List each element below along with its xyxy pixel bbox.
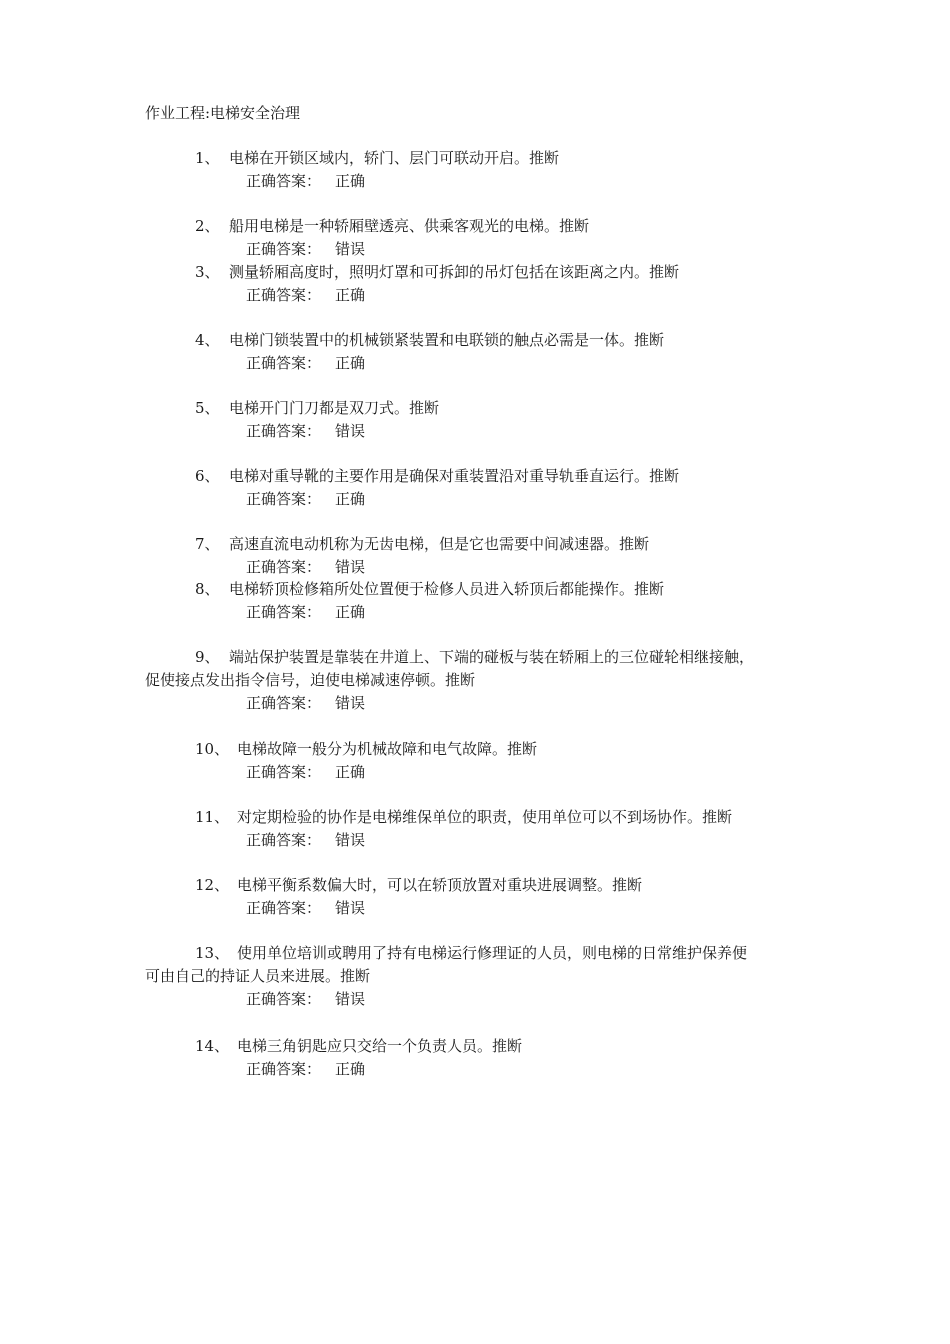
answer-label: 正确答案： bbox=[246, 240, 322, 258]
answer-value: 正确 bbox=[335, 286, 366, 304]
question-number: 3、 bbox=[195, 263, 220, 281]
answer-label: 正确答案： bbox=[246, 899, 322, 917]
answer-label: 正确答案： bbox=[246, 990, 322, 1008]
question-number: 4、 bbox=[195, 331, 220, 349]
question-text: 船用电梯是一种轿厢壁透亮、供乘客观光的电梯。推断 bbox=[229, 217, 590, 235]
answer-line bbox=[145, 352, 815, 375]
question-item bbox=[145, 874, 815, 920]
answer-line bbox=[145, 692, 815, 715]
question-number: 1、 bbox=[195, 149, 220, 167]
question-number: 5、 bbox=[195, 399, 220, 417]
question-text: 高速直流电动机称为无齿电梯，但是它也需要中间减速器。推断 bbox=[229, 535, 650, 553]
answer-value: 正确 bbox=[335, 1060, 366, 1078]
answer-label: 正确答案： bbox=[246, 1060, 322, 1078]
question-number: 14、 bbox=[195, 1037, 230, 1055]
question-item bbox=[145, 147, 815, 193]
answer-line bbox=[145, 1058, 815, 1081]
answer-value: 错误 bbox=[335, 558, 366, 576]
answer-value: 正确 bbox=[335, 354, 366, 372]
question-text: 电梯故障一般分为机械故障和电气故障。推断 bbox=[237, 740, 538, 758]
question-item bbox=[145, 942, 815, 1011]
answer-line bbox=[145, 829, 815, 852]
question-text-line1: 使用单位培训或聘用了持有电梯运行修理证的人员，则电梯的日常维护保养便 bbox=[237, 944, 748, 962]
question-text-line1: 端站保护装置是靠装在井道上、下端的碰板与装在轿厢上的三位碰轮相继接触， bbox=[229, 648, 755, 666]
question-text: 电梯对重导靴的主要作用是确保对重装置沿对重导轨垂直运行。推断 bbox=[229, 467, 680, 485]
question-text: 电梯开门门刀都是双刀式。推断 bbox=[229, 399, 440, 417]
question-text: 对定期检验的协作是电梯维保单位的职责，使用单位可以不到场协作。推断 bbox=[237, 808, 733, 826]
answer-value: 错误 bbox=[335, 990, 366, 1008]
answer-label: 正确答案： bbox=[246, 490, 322, 508]
answer-value: 正确 bbox=[335, 603, 366, 621]
answer-value: 错误 bbox=[335, 899, 366, 917]
answer-value: 错误 bbox=[335, 694, 366, 712]
question-item bbox=[145, 1035, 815, 1081]
answer-value: 错误 bbox=[335, 240, 366, 258]
question-number: 12、 bbox=[195, 876, 230, 894]
answer-line bbox=[145, 988, 815, 1011]
document-title: 作业工程:电梯安全治理 bbox=[145, 104, 301, 122]
question-item bbox=[145, 738, 815, 784]
question-text: 电梯三角钥匙应只交给一个负责人员。推断 bbox=[237, 1037, 523, 1055]
question-text: 电梯门锁装置中的机械锁紧装置和电联锁的触点必需是一体。推断 bbox=[229, 331, 665, 349]
answer-label: 正确答案： bbox=[246, 354, 322, 372]
answer-value: 正确 bbox=[335, 490, 366, 508]
answer-line bbox=[145, 488, 815, 511]
question-text: 电梯平衡系数偏大时，可以在轿顶放置对重块进展调整。推断 bbox=[237, 876, 643, 894]
question-number: 6、 bbox=[195, 467, 220, 485]
answer-line bbox=[145, 761, 815, 784]
question-item bbox=[145, 578, 815, 624]
answer-label: 正确答案： bbox=[246, 763, 322, 781]
question-number: 9、 bbox=[195, 648, 220, 666]
question-item bbox=[145, 397, 815, 443]
question-item bbox=[145, 533, 815, 579]
answer-value: 正确 bbox=[335, 172, 366, 190]
answer-label: 正确答案： bbox=[246, 558, 322, 576]
question-item bbox=[145, 261, 815, 307]
answer-line bbox=[145, 284, 815, 307]
answer-label: 正确答案： bbox=[246, 694, 322, 712]
answer-label: 正确答案： bbox=[246, 422, 322, 440]
question-item bbox=[145, 465, 815, 511]
answer-line bbox=[145, 420, 815, 443]
answer-line bbox=[145, 897, 815, 920]
question-item bbox=[145, 646, 815, 715]
answer-label: 正确答案： bbox=[246, 603, 322, 621]
answer-line bbox=[145, 556, 815, 579]
question-text: 电梯在开锁区域内，轿门、层门可联动开启。推断 bbox=[229, 149, 560, 167]
answer-label: 正确答案： bbox=[246, 831, 322, 849]
question-item bbox=[145, 215, 815, 261]
answer-label: 正确答案： bbox=[246, 286, 322, 304]
question-number: 10、 bbox=[195, 740, 230, 758]
question-item bbox=[145, 806, 815, 852]
answer-value: 错误 bbox=[335, 831, 366, 849]
question-number: 11、 bbox=[195, 808, 230, 826]
question-number: 2、 bbox=[195, 217, 220, 235]
question-text-line2: 可由自己的持证人员来进展。推断 bbox=[145, 967, 371, 985]
question-number: 8、 bbox=[195, 580, 220, 598]
question-text: 测量轿厢高度时，照明灯罩和可拆卸的吊灯包括在该距离之内。推断 bbox=[229, 263, 680, 281]
answer-value: 正确 bbox=[335, 763, 366, 781]
question-text: 电梯轿顶检修箱所处位置便于检修人员进入轿顶后都能操作。推断 bbox=[229, 580, 665, 598]
question-number: 7、 bbox=[195, 535, 220, 553]
question-number: 13、 bbox=[195, 944, 230, 962]
answer-label: 正确答案： bbox=[246, 172, 322, 190]
answer-line bbox=[145, 238, 815, 261]
answer-line bbox=[145, 170, 815, 193]
answer-line bbox=[145, 601, 815, 624]
question-item bbox=[145, 329, 815, 375]
answer-value: 错误 bbox=[335, 422, 366, 440]
question-text-line2: 促使接点发出指令信号，迫使电梯减速停顿。推断 bbox=[145, 671, 476, 689]
